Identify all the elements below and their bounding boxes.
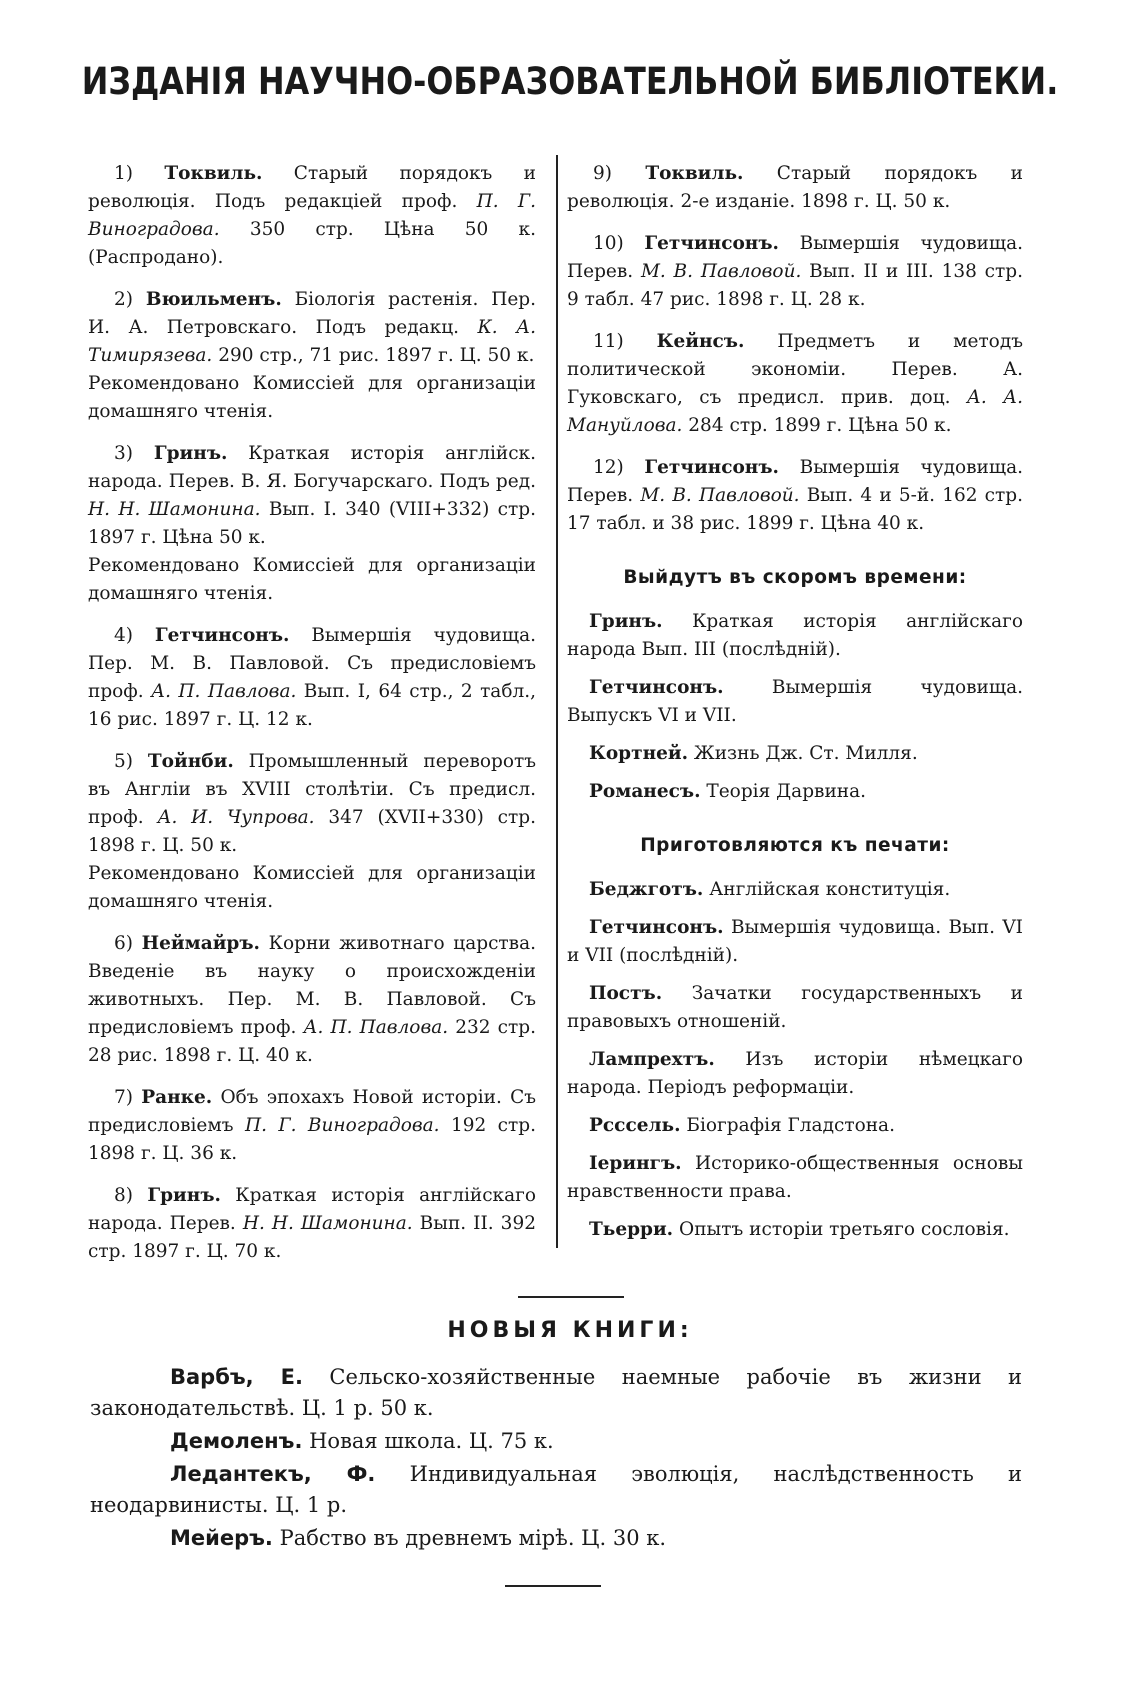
entry-author: Ранке.	[141, 1087, 213, 1108]
catalog-entry: 12) Гетчинсонъ. Вымершія чудовища. Перев. М. В. Павловой. Вып. 4 и 5-й. 162 стр. 17 табл. и 38 рис. 1899 г. Цѣна 40 к.	[567, 457, 1024, 534]
recommendation-note: Рекомендовано Комиссіей для организаціи домашняго чтенія.	[88, 863, 536, 912]
catalog-entry: 9) Токвиль. Старый порядокъ и революція. 2-е изданіе. 1898 г. Ц. 50 к.	[567, 163, 1023, 212]
new-book-item: Ледантекъ, Ф. Индивидуальная эволюція, наслѣдственность и неодарвинисты. Ц. 1 р.	[90, 1462, 1022, 1517]
forthcoming-heading: Выйдутъ въ скоромъ времени:	[623, 567, 967, 588]
section-rule	[518, 1296, 624, 1298]
left-column	[88, 160, 536, 1280]
in-preparation-item: Постъ. Зачатки государственныхъ и правовыхъ отношеній.	[567, 983, 1023, 1032]
entry-author: Гринъ.	[147, 1185, 221, 1206]
entry-author: Гетчинсонъ.	[154, 625, 290, 646]
recommendation-note: Рекомендовано Комиссіей для организаціи домашняго чтенія.	[88, 555, 536, 604]
entry-author: Гринъ.	[153, 443, 228, 464]
right-column	[567, 160, 1023, 1254]
in-preparation-item: Гетчинсонъ. Вымершія чудовища. Вып. VI и VII (послѣдній).	[567, 917, 1023, 966]
entry-author: Токвиль.	[164, 163, 263, 184]
entry-author: Тойнби.	[147, 751, 234, 772]
entry-author: Кейнсъ.	[656, 331, 745, 352]
catalog-entry: 1) Токвиль. Старый порядокъ и революція. Подъ редакціей проф. П. Г. Виноградова. 350 стр. Цѣна 50 к. (Распродано).	[88, 163, 536, 268]
in-preparation-heading: Приготовляются къ печати:	[640, 835, 950, 856]
catalog-entry: 5) Тойнби. Промышленный переворотъ въ Англіи въ XVIII столѣтіи. Съ предисл. проф. А. И. Чупрова. 347 (XVII+330) стр. 1898 г. Ц. 50 к. Рекомендовано Комиссіей для организаціи домашняго чтенія.	[88, 748, 536, 916]
entry-author: Токвиль.	[645, 163, 744, 184]
entry-author: Гетчинсонъ.	[644, 233, 779, 254]
entry-author: Неймайръ.	[141, 933, 260, 954]
page-title: ИЗДАНІЯ НАУЧНО-ОБРАЗОВАТЕЛЬНОЙ БИБЛІОТЕКИ.	[81, 60, 1059, 103]
in-preparation-item: Рсссель. Біографія Гладстона.	[589, 1115, 895, 1136]
in-preparation-item: Тьерри. Опытъ исторіи третьяго сословія.	[589, 1219, 1010, 1240]
new-books-list	[90, 1362, 1022, 1556]
entry-author: Вюильменъ.	[145, 289, 282, 310]
catalog-entry: 8) Гринъ. Краткая исторія англійскаго народа. Перев. Н. Н. Шамонина. Вып. II. 392 стр. 1897 г. Ц. 70 к.	[88, 1185, 536, 1262]
forthcoming-item: Гринъ. Краткая исторія англійскаго народа Вып. III (послѣдній).	[567, 611, 1023, 660]
catalog-entry: 10) Гетчинсонъ. Вымершія чудовища. Перев. М. В. Павловой. Вып. II и III. 138 стр. 9 табл. 47 рис. 1898 г. Ц. 28 к.	[567, 233, 1023, 310]
catalog-entry: 3) Гринъ. Краткая исторія англійск. народа. Перев. В. Я. Богучарскаго. Подъ ред. Н. Н. Шамонина. Вып. I. 340 (VIII+332) стр. 1897 г. Цѣна 50 к. Рекомендовано Комиссіей для организаціи домашняго чтенія.	[88, 440, 536, 608]
recommendation-note: Рекомендовано Комиссіей для организаціи домашняго чтенія.	[88, 373, 536, 422]
entry-author: Гетчинсонъ.	[644, 457, 779, 478]
catalog-entry: 11) Кейнсъ. Предметъ и методъ политической экономіи. Перев. А. Гуковскаго, съ предисл. прив. доц. А. А. Мануйлова. 284 стр. 1899 г. Цѣна 50 к.	[567, 331, 1023, 436]
in-preparation-item: Беджготъ. Англійская конституція.	[589, 879, 951, 900]
catalog-entry: 4) Гетчинсонъ. Вымершія чудовища. Пер. М. В. Павловой. Съ предисловіемъ проф. А. П. Павлова. Вып. I, 64 стр., 2 табл., 16 рис. 1897 г. Ц. 12 к.	[88, 625, 536, 730]
forthcoming-item: Кортней. Жизнь Дж. Ст. Милля.	[589, 743, 918, 764]
in-preparation-item: Лампрехтъ. Изъ исторіи нѣмецкаго народа. Періодъ реформаціи.	[567, 1049, 1023, 1098]
in-preparation-item: Іерингъ. Историко-общественныя основы нравственности права.	[567, 1153, 1023, 1202]
catalog-entry: 7) Ранке. Объ эпохахъ Новой исторіи. Съ предисловіемъ П. Г. Виноградова. 192 стр. 1898 г. Ц. 36 к.	[88, 1087, 536, 1164]
catalog-entry: 6) Неймайръ. Корни животнаго царства. Введеніе въ науку о происхожденіи животныхъ. Пер. М. В. Павловой. Съ предисловіемъ проф. А. П. Павлова. 232 стр. 28 рис. 1898 г. Ц. 40 к.	[88, 933, 536, 1066]
new-book-item: Варбъ, Е. Сельско-хозяйственные наемные рабочіе въ жизни и законодательствѣ. Ц. 1 р. 50 к.	[90, 1365, 1023, 1420]
new-book-item: Мейеръ. Рабство въ древнемъ мірѣ. Ц. 30 к.	[170, 1526, 667, 1550]
new-book-item: Демоленъ. Новая школа. Ц. 75 к.	[170, 1429, 554, 1453]
new-books-heading: НОВЫЯ КНИГИ:	[447, 1318, 693, 1343]
end-rule	[505, 1585, 601, 1587]
catalog-entry: 2) Вюильменъ. Біологія растенія. Пер. И. А. Петровскаго. Подъ редакц. К. А. Тимирязева. 290 стр., 71 рис. 1897 г. Ц. 50 к. Рекомендовано Комиссіей для организаціи домашняго чтенія.	[88, 286, 536, 426]
forthcoming-item: Гетчинсонъ. Вымершія чудовища. Выпускъ VI и VII.	[567, 677, 1023, 726]
column-divider	[556, 155, 558, 1248]
forthcoming-item: Романесъ. Теорія Дарвина.	[589, 781, 867, 802]
